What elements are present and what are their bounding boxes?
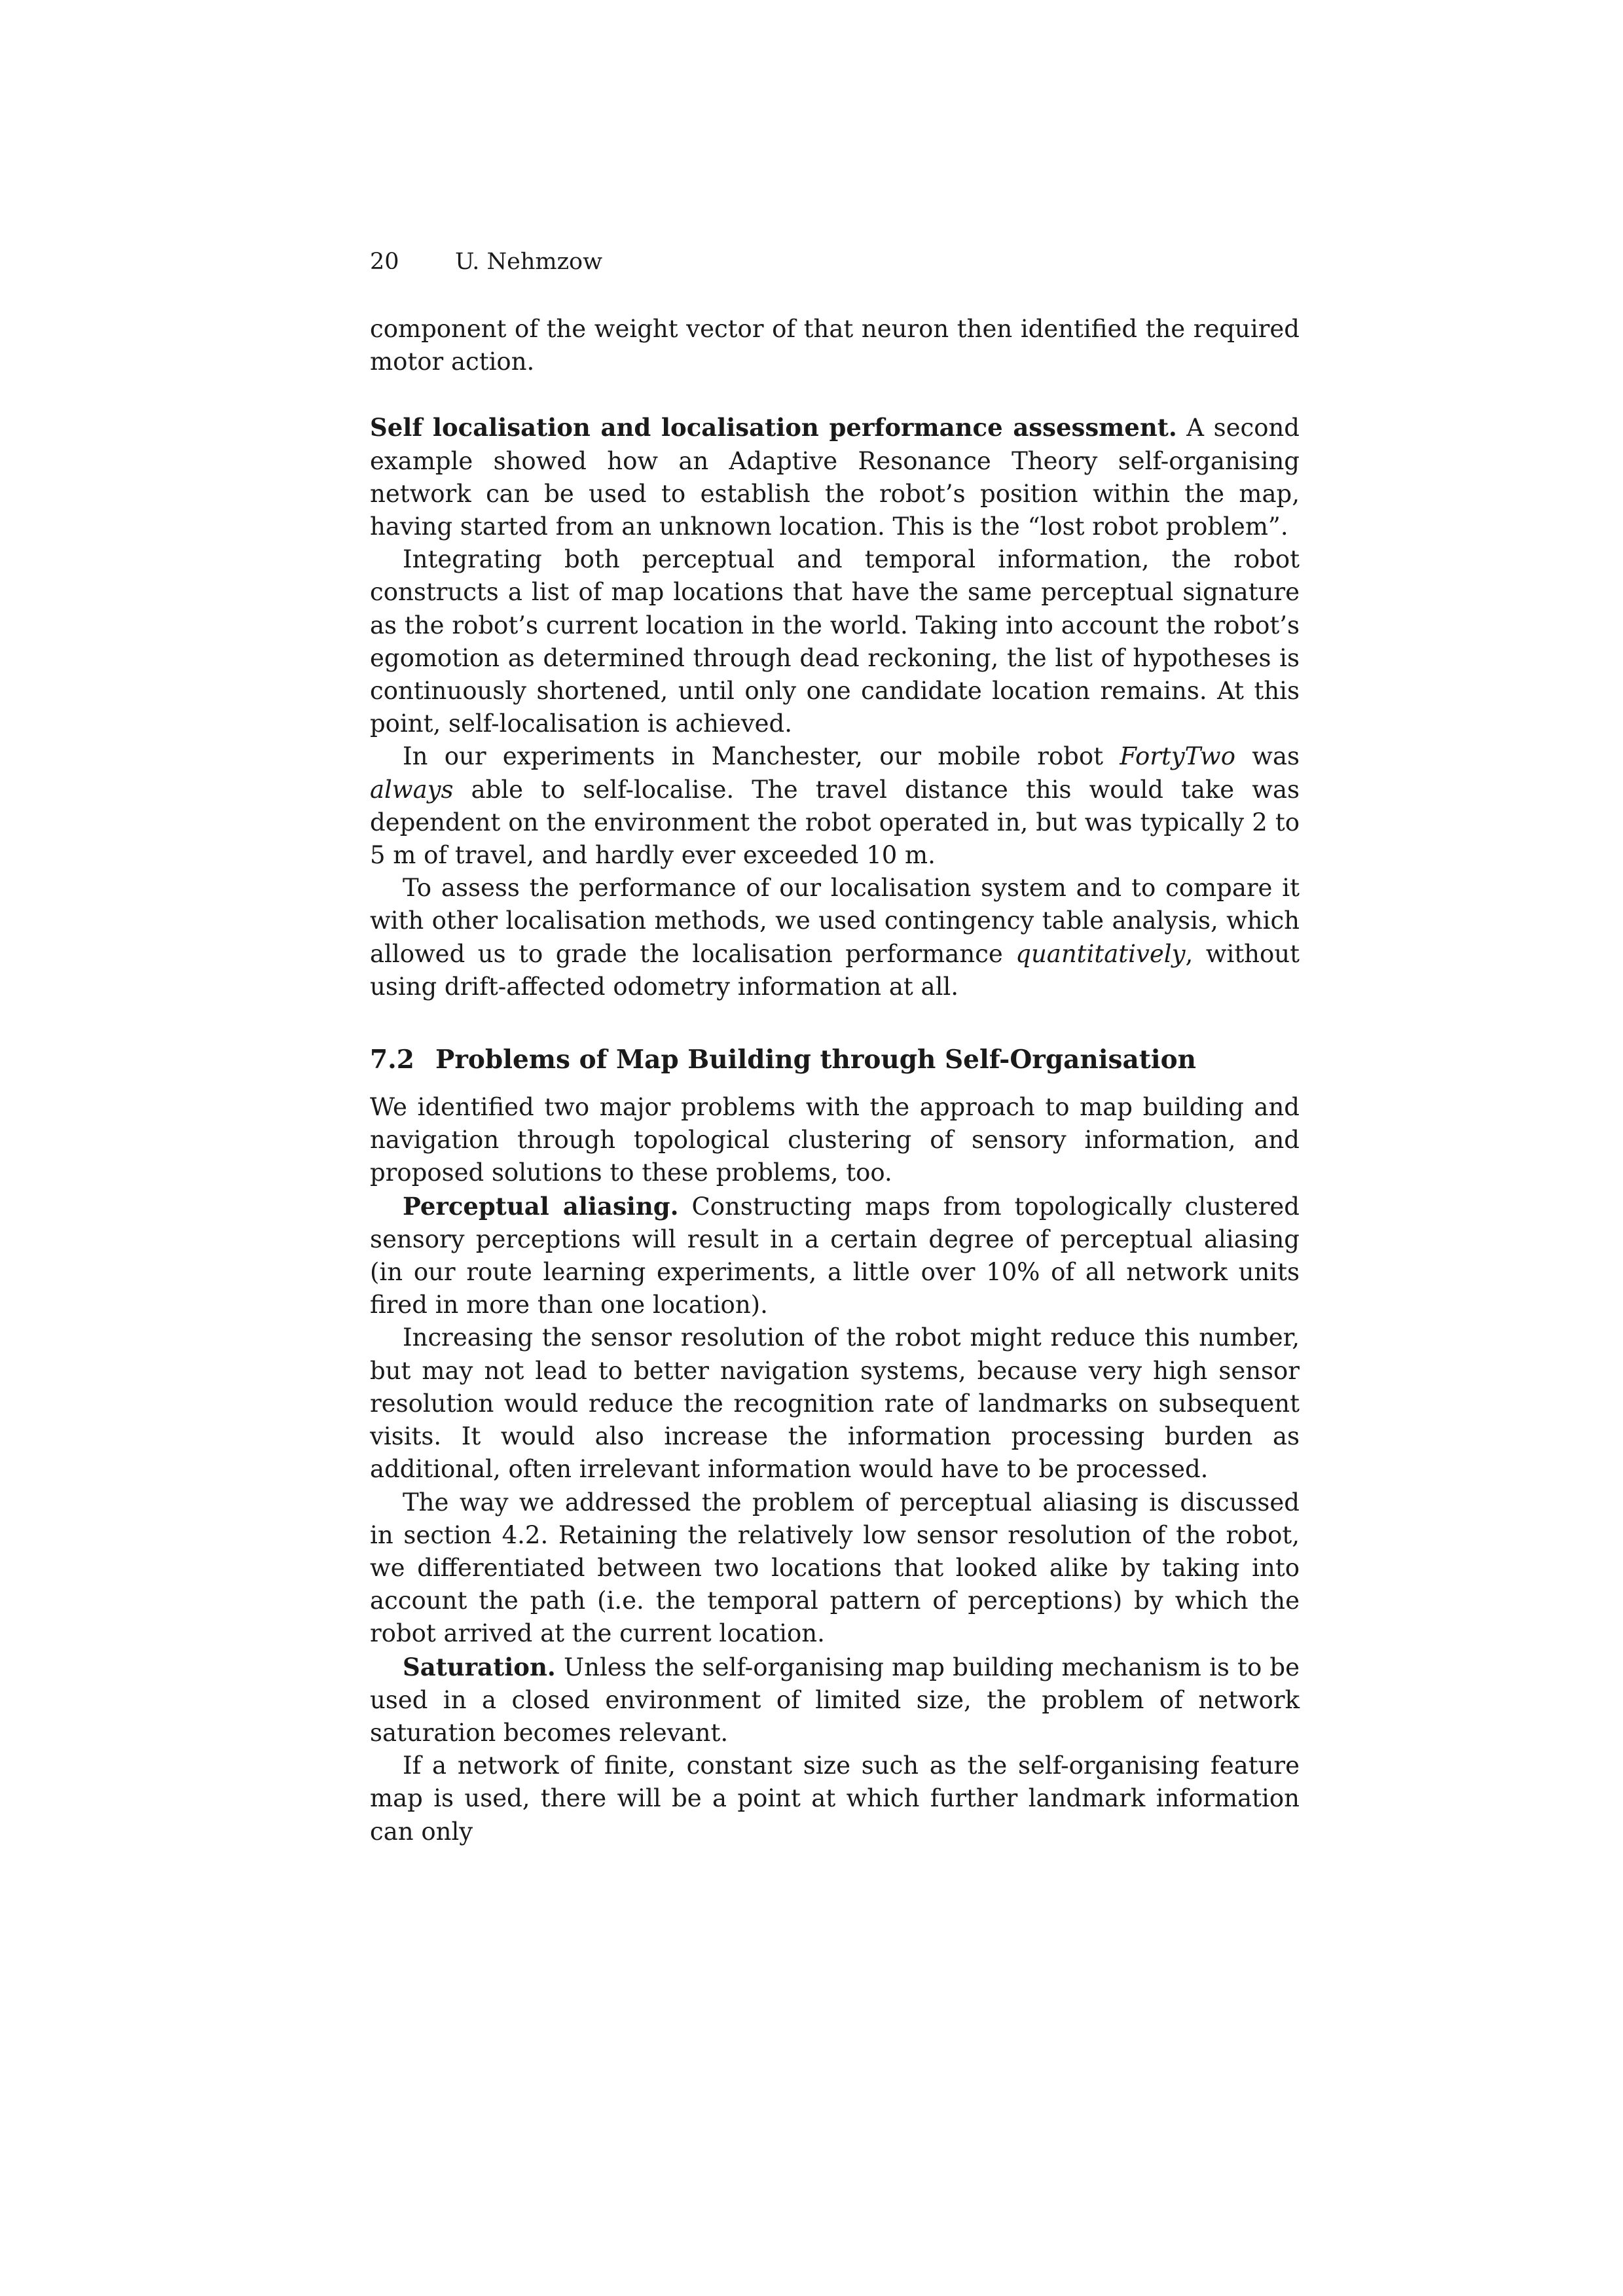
paragraph-continuation: component of the weight vector of that neuron then identified the required motor action.: [370, 315, 1300, 376]
section-heading: [370, 1043, 1300, 1077]
paragraph-perceptual-aliasing: [370, 1190, 1300, 1322]
run-in-heading-saturation: Saturation.: [403, 1652, 556, 1681]
paragraph-text: In our experiments in Manchester, our mobile robot: [403, 742, 1120, 771]
emphasis-always: always: [370, 775, 454, 804]
paragraph-text: able to self-localise. The travel distance this would take was dependent on the environment the robot operated in, but was typically 2 to 5 m of travel, and hardly ever exceeded 10 m.: [370, 775, 1300, 870]
paragraph-text: Constructing maps from topologically clustered sensory perceptions will result in a certain degree of perceptual aliasing (in our route learning experiments, a little over 10% of all network units fired in more than one location).: [370, 1192, 1300, 1319]
paragraph-text: , without using drift-affected odometry information at all.: [370, 939, 1300, 1001]
run-in-heading-perceptual-aliasing: Perceptual aliasing.: [403, 1191, 679, 1221]
body-text: [370, 313, 1300, 1848]
paragraph-experiments: [370, 740, 1300, 872]
paragraph-sensor-resolution: Increasing the sensor resolution of the robot might reduce this number, but may not lead to better navigation systems, because very high sensor resolution would reduce the recognition rate of landmarks on subsequent visits. It would also increase the information processing burden as additional, often irrelevant information would have to be processed.: [370, 1323, 1300, 1484]
running-head: [370, 245, 602, 278]
paragraph-text: was: [1235, 742, 1300, 771]
paragraph-text: To assess the performance of our localisation system and to compare it with other localisation methods, we used contingency table analysis, which allowed us to grade the localisation performance: [370, 874, 1300, 968]
paragraph-two-problems: We identified two major problems with the approach to map building and navigation through topological clustering of sensory information, and proposed solutions to these problems, too.: [370, 1093, 1300, 1187]
paragraph-saturation: [370, 1651, 1300, 1750]
paragraph-finite-network: If a network of finite, constant size such as the self-organising feature map is used, there will be a point at which further landmark information can only: [370, 1751, 1300, 1846]
paragraph-addressed: The way we addressed the problem of perceptual aliasing is discussed in section 4.2. Retaining the relatively low sensor resolution of the robot, we differentiated between two locations that looked alike by taking into account the path (i.e. the temporal pattern of perceptions) by which the robot arrived at the current location.: [370, 1488, 1300, 1648]
page-number: 20: [370, 249, 399, 275]
running-head-author: U. Nehmzow: [455, 249, 603, 275]
emphasis-quantitatively: quantitatively: [1015, 939, 1186, 968]
run-in-heading-self-localisation: Self localisation and localisation performance assessment.: [370, 413, 1177, 442]
section-title: Problems of Map Building through Self-Organisation: [435, 1045, 1196, 1075]
section-number: 7.2: [370, 1045, 414, 1075]
paragraph-integrating: Integrating both perceptual and temporal information, the robot constructs a list of map locations that have the same perceptual signature as the robot’s current location in the world. Taking into account the robot’s egomotion as determined through dead reckoning, the list of hypotheses is continuously shortened, until only one candidate location remains. At this point, self-localisation is achieved.: [370, 545, 1300, 738]
paragraph-text: Unless the self-organising map building mechanism is to be used in a closed environment of limited size, the problem of network saturation becomes relevant.: [370, 1653, 1300, 1747]
paragraph-text: A second example showed how an Adaptive Resonance Theory self-organising network can be used to establish the robot’s position within the map, having started from an unknown location. This is the “lost robot problem”.: [370, 414, 1300, 541]
robot-name: FortyTwo: [1120, 742, 1235, 771]
paragraph-assess: [370, 872, 1300, 1003]
paragraph-self-localisation: [370, 411, 1300, 543]
